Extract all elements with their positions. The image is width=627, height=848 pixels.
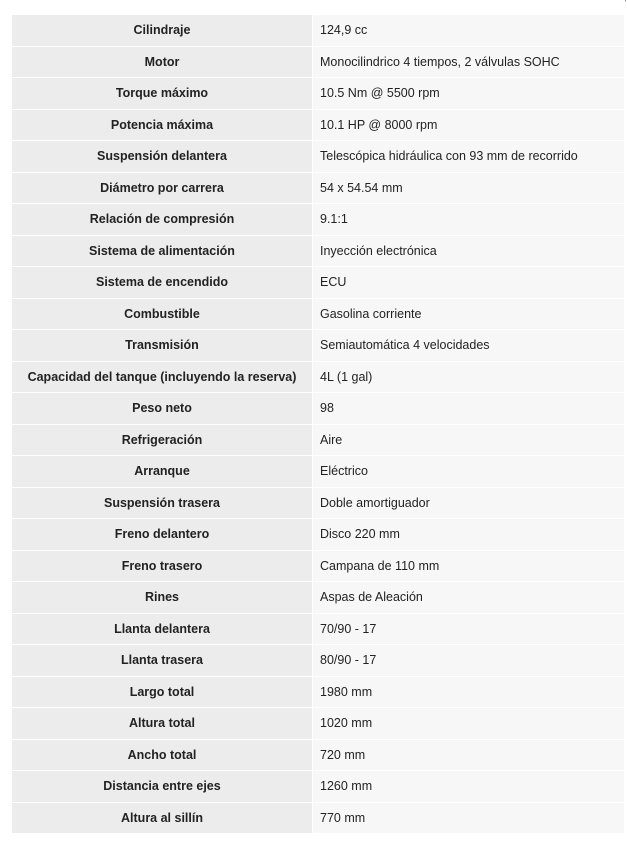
spec-label: Sistema de encendido xyxy=(12,267,313,299)
spec-value: Semiautomática 4 velocidades xyxy=(313,330,625,362)
spec-value: 10.5 Nm @ 5500 rpm xyxy=(313,78,625,110)
spec-value: 720 mm xyxy=(313,739,625,771)
spec-value: Doble amortiguador xyxy=(313,487,625,519)
spec-row-potencia xyxy=(12,109,624,141)
spec-value: Inyección electrónica xyxy=(313,235,625,267)
spec-row-llanta-delantera xyxy=(12,613,624,645)
spec-value: Eléctrico xyxy=(313,456,625,488)
spec-label: Sistema de alimentación xyxy=(12,235,313,267)
spec-value: 124,9 cc xyxy=(313,15,625,46)
spec-label: Potencia máxima xyxy=(12,109,313,141)
spec-label: Refrigeración xyxy=(12,424,313,456)
spec-label: Suspensión trasera xyxy=(12,487,313,519)
spec-row-arranque xyxy=(12,456,624,488)
spec-label: Combustible xyxy=(12,298,313,330)
spec-label: Torque máximo xyxy=(12,78,313,110)
spec-label: Relación de compresión xyxy=(12,204,313,236)
spec-row-llanta-trasera xyxy=(12,645,624,677)
spec-table xyxy=(12,15,624,834)
spec-label: Llanta trasera xyxy=(12,645,313,677)
spec-label: Llanta delantera xyxy=(12,613,313,645)
spec-row-ancho-total xyxy=(12,739,624,771)
spec-row-combustible xyxy=(12,298,624,330)
spec-row-tanque xyxy=(12,361,624,393)
spec-table-body xyxy=(12,15,624,834)
spec-value: 9.1:1 xyxy=(313,204,625,236)
spec-row-freno-trasero xyxy=(12,550,624,582)
spec-label: Arranque xyxy=(12,456,313,488)
spec-row-altura-total xyxy=(12,708,624,740)
spec-row-suspension-delantera xyxy=(12,141,624,173)
spec-row-alimentacion xyxy=(12,235,624,267)
spec-value: Aspas de Aleación xyxy=(313,582,625,614)
spec-row-refrigeracion xyxy=(12,424,624,456)
spec-label: Distancia entre ejes xyxy=(12,771,313,803)
spec-value: 4L (1 gal) xyxy=(313,361,625,393)
spec-label: Capacidad del tanque (incluyendo la reserva) xyxy=(12,361,313,393)
spec-value: Disco 220 mm xyxy=(313,519,625,551)
spec-label: Largo total xyxy=(12,676,313,708)
spec-row-peso xyxy=(12,393,624,425)
spec-row-encendido xyxy=(12,267,624,299)
spec-row-suspension-trasera xyxy=(12,487,624,519)
spec-value: 70/90 - 17 xyxy=(313,613,625,645)
spec-row-diametro xyxy=(12,172,624,204)
spec-row-rines xyxy=(12,582,624,614)
spec-row-altura-sillin xyxy=(12,802,624,834)
spec-label: Altura al sillín xyxy=(12,802,313,834)
spec-value: 98 xyxy=(313,393,625,425)
spec-value: ECU xyxy=(313,267,625,299)
spec-row-largo-total xyxy=(12,676,624,708)
spec-value: 1260 mm xyxy=(313,771,625,803)
spec-label: Diámetro por carrera xyxy=(12,172,313,204)
spec-row-transmision xyxy=(12,330,624,362)
spec-label: Freno trasero xyxy=(12,550,313,582)
spec-label: Freno delantero xyxy=(12,519,313,551)
spec-value: 770 mm xyxy=(313,802,625,834)
spec-value: 10.1 HP @ 8000 rpm xyxy=(313,109,625,141)
spec-row-compresion xyxy=(12,204,624,236)
spec-label: Rines xyxy=(12,582,313,614)
spec-row-torque xyxy=(12,78,624,110)
spec-label: Suspensión delantera xyxy=(12,141,313,173)
spec-value: 80/90 - 17 xyxy=(313,645,625,677)
spec-row-cilindraje xyxy=(12,15,624,46)
spec-row-freno-delantero xyxy=(12,519,624,551)
corner-mark: ’ xyxy=(624,0,626,7)
spec-label: Ancho total xyxy=(12,739,313,771)
spec-row-distancia-ejes xyxy=(12,771,624,803)
spec-label: Cilindraje xyxy=(12,15,313,46)
spec-value: 1020 mm xyxy=(313,708,625,740)
spec-row-motor xyxy=(12,46,624,78)
spec-value: Aire xyxy=(313,424,625,456)
spec-value: 54 x 54.54 mm xyxy=(313,172,625,204)
spec-label: Motor xyxy=(12,46,313,78)
spec-value: Campana de 110 mm xyxy=(313,550,625,582)
spec-label: Altura total xyxy=(12,708,313,740)
spec-value: 1980 mm xyxy=(313,676,625,708)
spec-value: Gasolina corriente xyxy=(313,298,625,330)
spec-label: Transmisión xyxy=(12,330,313,362)
spec-value: Telescópica hidráulica con 93 mm de recorrido xyxy=(313,141,625,173)
spec-label: Peso neto xyxy=(12,393,313,425)
spec-value: Monocilindrico 4 tiempos, 2 válvulas SOHC xyxy=(313,46,625,78)
